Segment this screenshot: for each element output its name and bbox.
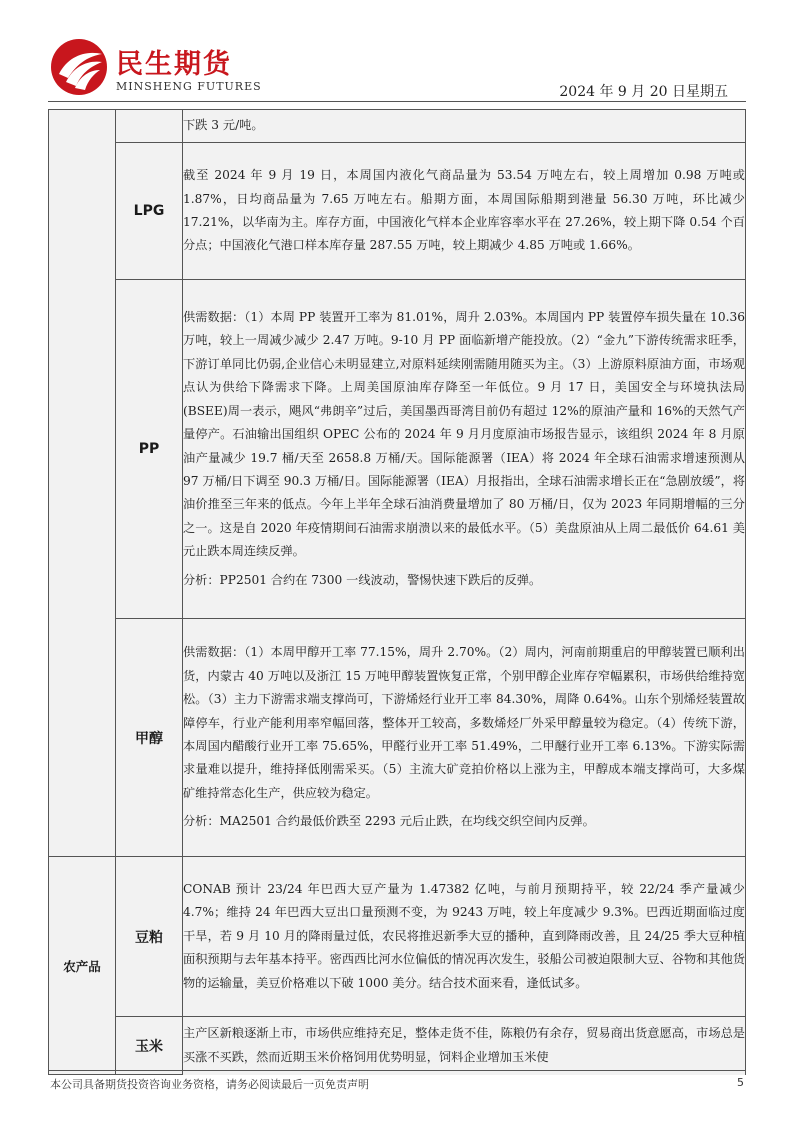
header-divider <box>48 101 746 102</box>
table-row <box>49 143 746 280</box>
commodity-cell: PP <box>116 280 183 619</box>
page-number: 5 <box>737 1076 744 1089</box>
content-paragraph: 主产区新粮逐渐上市，市场供应维持充足，整体走货不佳，陈粮仍有余存，贸易商出货意愿高，市场总是买涨不买跌，然而近期玉米价格饲用优势明显，饲料企业增加玉米使 <box>183 1026 745 1064</box>
analysis-paragraph: 分析：PP2501 合约在 7300 一线波动，警惕快速下跌后的反弹。 <box>183 572 542 587</box>
content-cell <box>183 857 746 1017</box>
content-paragraph: 下跌 3 元/吨。 <box>183 118 264 133</box>
commodity-cell: 甲醇 <box>116 619 183 857</box>
content-paragraph: CONAB 预计 23/24 年巴西大豆产量为 1.47382 亿吨，与前月预期持平，较 22/24 季产量减少 4.7%；维持 24 年巴西大豆出口量预测不变，为 9243 万吨，较上年度减少 9.3%。巴西近期面临过度干旱，若 9 月 10 月的降雨量过低，农民将推迟新季大豆的播种，直到降雨改善，且 24/25 季大豆种植面积预期与去年基本持平。密西西比河水位偏低的情况再次发生，驳船公司被迫限制大豆、谷物和其他货物的运输量，美豆价格难以下破 1000 美分。结合技术面来看，逢低试多。 <box>183 881 745 990</box>
content-paragraph: 供需数据：（1）本周 PP 装置开工率为 81.01%，周升 2.03%。本周国内 PP 装置停车损失量在 10.36 万吨，较上一周减少减少 2.47 万吨。9-10 月 PP 面临新增产能投放。（2）“金九”下游传统需求旺季，下游订单同比仍弱,企业信心未明显建立,对原料延续刚需随用随买为主。（3）上游原料原油方面，市场观点认为供给下降需求下降。上周美国原油库存降至一年低位。9 月 17 日，美国安全与环境执法局(BSEE)周一表示，飓风“弗朗辛”过后，美国墨西哥湾目前仍有超过 12%的原油产量和 16%的天然气产量停产。石油输出国组织 OPEC 公布的 2024 年 9 月月度原油市场报告显示，该组织 2024 年 8 月原油产量减少 19.7 桶/天至 2658.8 万桶/天。国际能源署（IEA）将 2024 年全球石油需求增速预测从 97 万桶/日下调至 90.3 万桶/日。国际能源署（IEA）月报指出，全球石油需求增长正在“急剧放缓”，将油价推至三年来的低点。今年上半年全球石油消费量增加了 80 万桶/日，仅为 2023 年同期增幅的三分之一。这是自 2020 年疫情期间石油需求崩溃以来的最低水平。（5）美盘原油从上周二最低价 64.61 美元止跌本周连续反弹。 <box>183 310 745 559</box>
commodity-cell: 玉米 <box>116 1017 183 1075</box>
brand-name-cn: 民生期货 <box>116 49 232 80</box>
table-row <box>49 857 746 1017</box>
footer-disclaimer: 本公司具备期货投资咨询业务资格，请务必阅读最后一页免责声明 <box>50 1078 369 1091</box>
minsheng-logo-icon <box>50 38 108 96</box>
sector-cell: 农产品 <box>49 857 116 1075</box>
content-paragraph: 供需数据：（1）本周甲醇开工率 77.15%，周升 2.70%。（2）周内，河南前期重启的甲醇装置已顺利出货，内蒙古 40 万吨以及浙江 15 万吨甲醇装置恢复正常，个别甲醇企业库存窄幅累积，市场供给维持宽松。（3）主力下游需求端支撑尚可，下游烯烃行业开工率 84.30%，周降 0.64%。山东个别烯烃装置故障停车，行业产能利用率窄幅回落，整体开工较高，多数烯烃厂外采甲醇量较为稳定。（4）传统下游，本周国内醋酸行业开工率 75.65%，甲醛行业开工率 51.49%，二甲醚行业开工率 6.13%。下游实际需求量难以提升，维持择低刚需采买。（5）主流大矿竞拍价格以上涨为主，甲醇成本端支撑尚可，大多煤矿维持常态化生产，供应较为稳定。 <box>183 645 745 800</box>
content-cell <box>183 143 746 280</box>
content-cell <box>183 619 746 857</box>
report-date: 2024 年 9 月 20 日星期五 <box>559 84 728 100</box>
commodity-cell: LPG <box>116 143 183 280</box>
footer-divider <box>48 1070 746 1071</box>
commodity-table <box>48 109 746 1075</box>
brand-name-en: MINSHENG FUTURES <box>116 80 262 93</box>
content-cell <box>183 1017 746 1075</box>
table-row <box>49 619 746 857</box>
content-cell <box>183 110 746 143</box>
analysis-paragraph: 分析：MA2501 合约最低价跌至 2293 元后止跌，在均线交织空间内反弹。 <box>183 814 595 829</box>
sector-cell <box>49 110 116 857</box>
content-paragraph: 截至 2024 年 9 月 19 日，本周国内液化气商品量为 53.54 万吨左右，较上周增加 0.98 万吨或 1.87%，日均商品量为 7.65 万吨左右。船期方面，本周国际船期到港量 56.30 万吨，环比减少 17.21%，以华南为主。库存方面，中国液化气样本企业库容率水平在 27.26%，较上期下降 0.54 个百分点；中国液化气港口样本库存量 287.55 万吨，较上期减少 4.85 万吨或 1.66%。 <box>183 168 745 253</box>
commodity-cell: 豆粕 <box>116 857 183 1017</box>
table-row <box>49 1017 746 1075</box>
commodity-cell <box>116 110 183 143</box>
table-row <box>49 110 746 143</box>
content-cell <box>183 280 746 619</box>
page-header <box>0 0 794 105</box>
table-row <box>49 280 746 619</box>
